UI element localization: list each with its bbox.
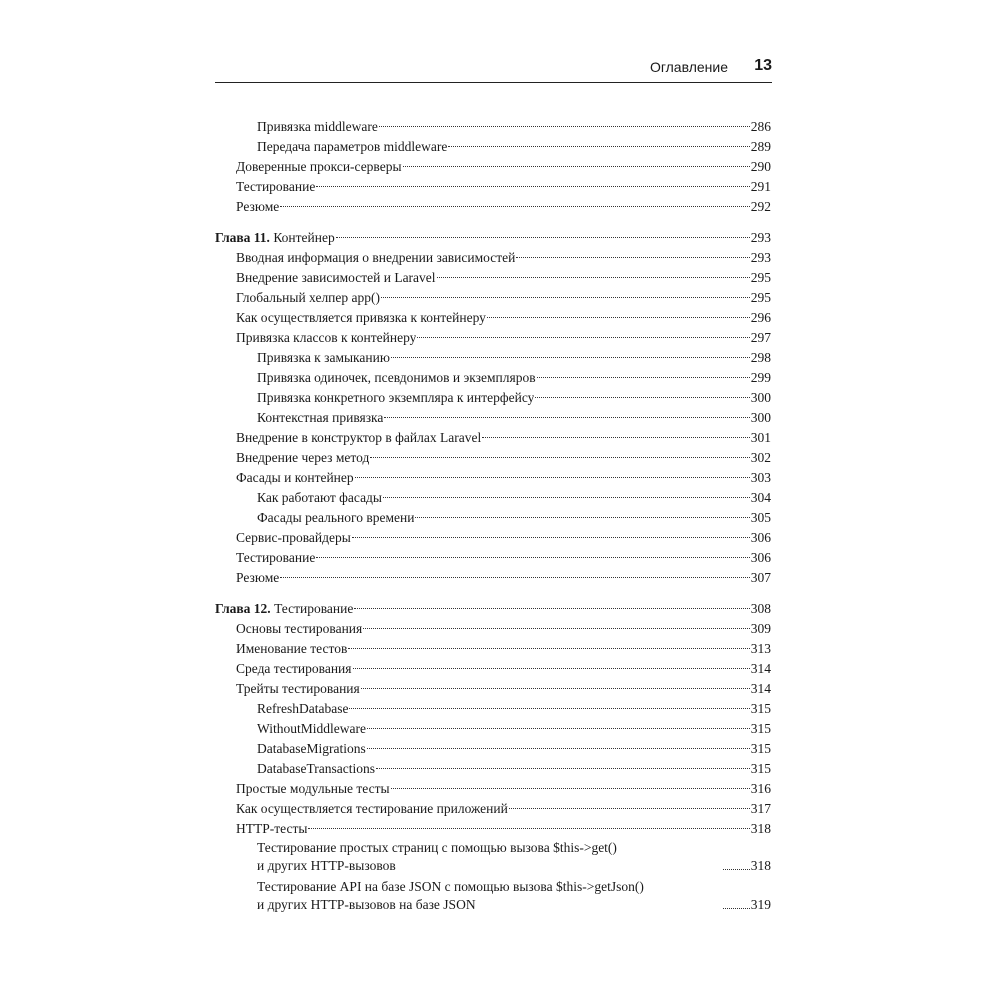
header-title: Оглавление — [649, 59, 728, 75]
toc-page-number: 301 — [750, 430, 771, 445]
toc-entry: Среда тестирования 314 — [215, 659, 771, 679]
toc-entry: Привязка одиночек, псевдонимов и экземпляров 299 — [215, 368, 771, 388]
page-number: 13 — [754, 57, 772, 74]
toc-page-number: 318 — [750, 858, 771, 873]
toc-entry: Основы тестирования 309 — [215, 619, 771, 639]
toc-page-number: 299 — [750, 370, 771, 385]
toc-page-number: 314 — [750, 681, 771, 696]
toc-page-number: 295 — [750, 290, 771, 305]
toc-page-number: 297 — [750, 330, 771, 345]
toc-page-number: 292 — [750, 199, 771, 214]
toc-entry: DatabaseMigrations 315 — [215, 739, 771, 759]
toc-entry: Внедрение в конструктор в файлах Laravel 301 — [215, 428, 771, 448]
toc-entry: Привязка middleware 286 — [215, 117, 771, 137]
table-of-contents — [215, 117, 771, 914]
toc-page-number: 293 — [750, 250, 771, 265]
toc-entry: Контекстная привязка 300 — [215, 408, 771, 428]
toc-page-number: 298 — [750, 350, 771, 365]
toc-entry: Как осуществляется привязка к контейнеру 296 — [215, 308, 771, 328]
toc-entry: Вводная информация о внедрении зависимостей 293 — [215, 248, 771, 268]
toc-entry: Привязка классов к контейнеру 297 — [215, 328, 771, 348]
toc-page-number: 315 — [750, 741, 771, 756]
toc-entry: Внедрение через метод 302 — [215, 448, 771, 468]
toc-page-number: 303 — [750, 470, 771, 485]
toc-page-number: 316 — [750, 781, 771, 796]
toc-page-number: 304 — [750, 490, 771, 505]
chapter-prefix: Глава 11. — [215, 230, 270, 245]
toc-entry: Трейты тестирования 314 — [215, 679, 771, 699]
toc-page-number: 289 — [750, 139, 771, 154]
toc-chapter-heading: Глава 12. Тестирование 308 — [215, 599, 771, 619]
toc-page-number: 300 — [750, 390, 771, 405]
toc-page-number: 318 — [750, 821, 771, 836]
toc-page-number: 317 — [750, 801, 771, 816]
toc-chapter-heading: Глава 11. Контейнер 293 — [215, 228, 771, 248]
toc-page-number: 286 — [750, 119, 771, 134]
toc-entry: Резюме 307 — [215, 568, 771, 588]
toc-entry: Фасады реального времени 305 — [215, 508, 771, 528]
toc-entry: Сервис-провайдеры 306 — [215, 528, 771, 548]
toc-group-chapter-10-tail — [215, 117, 771, 217]
running-header — [215, 58, 772, 83]
toc-entry: Глобальный хелпер app() 295 — [215, 288, 771, 308]
toc-page-number: 315 — [750, 721, 771, 736]
toc-entry: DatabaseTransactions 315 — [215, 759, 771, 779]
toc-entry: RefreshDatabase 315 — [215, 699, 771, 719]
toc-entry: WithoutMiddleware 315 — [215, 719, 771, 739]
toc-page-number: 295 — [750, 270, 771, 285]
toc-page-number: 302 — [750, 450, 771, 465]
toc-page-number: 293 — [750, 230, 771, 245]
toc-entry: Тестирование простых страниц с помощью вызова $this->get() и других HTTP-вызовов 318 — [257, 840, 771, 873]
toc-entry: Как работают фасады 304 — [215, 488, 771, 508]
toc-entry: Как осуществляется тестирование приложений 317 — [215, 799, 771, 819]
toc-page-number: 296 — [750, 310, 771, 325]
toc-entry: Привязка к замыканию 298 — [215, 348, 771, 368]
toc-page-number: 308 — [750, 601, 771, 616]
toc-group-chapter-11 — [215, 228, 771, 588]
toc-page-number: 306 — [750, 550, 771, 565]
toc-entry: Доверенные прокси-серверы 290 — [215, 157, 771, 177]
toc-entry: Тестирование 306 — [215, 548, 771, 568]
toc-entry: Привязка конкретного экземпляра к интерфейсу 300 — [215, 388, 771, 408]
toc-page-number: 315 — [750, 761, 771, 776]
toc-page-number: 290 — [750, 159, 771, 174]
toc-group-chapter-12 — [215, 599, 771, 914]
toc-entry: Передача параметров middleware 289 — [215, 137, 771, 157]
toc-page-number: 314 — [750, 661, 771, 676]
toc-entry: HTTP-тесты 318 — [215, 819, 771, 839]
toc-entry: Простые модульные тесты 316 — [215, 779, 771, 799]
chapter-prefix: Глава 12. — [215, 601, 271, 616]
toc-page-number: 313 — [750, 641, 771, 656]
toc-entry: Внедрение зависимостей и Laravel 295 — [215, 268, 771, 288]
toc-entry: Фасады и контейнер 303 — [215, 468, 771, 488]
toc-page-number: 309 — [750, 621, 771, 636]
toc-page-number: 300 — [750, 410, 771, 425]
toc-page-number: 319 — [750, 897, 771, 912]
toc-page-number: 306 — [750, 530, 771, 545]
toc-entry: Резюме 292 — [215, 197, 771, 217]
toc-page-number: 305 — [750, 510, 771, 525]
toc-page-number: 315 — [750, 701, 771, 716]
toc-entry: Тестирование API на базе JSON с помощью вызова $this->getJson() и других HTTP-вызовов на базе JSON 319 — [257, 879, 771, 912]
toc-entry: Тестирование 291 — [215, 177, 771, 197]
toc-entry: Именование тестов 313 — [215, 639, 771, 659]
toc-page-number: 307 — [750, 570, 771, 585]
toc-page-number: 291 — [750, 179, 771, 194]
